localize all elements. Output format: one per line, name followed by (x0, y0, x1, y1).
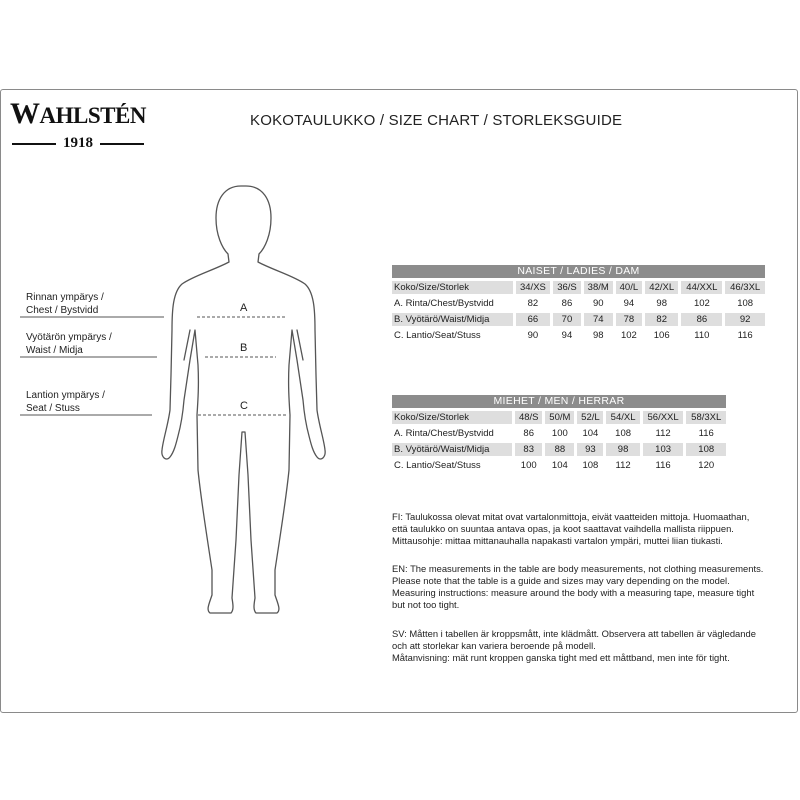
ladies-row-label: A. Rinta/Chest/Bystvidd (394, 298, 494, 309)
men-value-cell: 86 (523, 428, 534, 439)
men-row-label: B. Vyötärö/Waist/Midja (392, 443, 512, 456)
ladies-value-cell: 74 (584, 313, 613, 326)
men-size-header-cell: 48/S (515, 411, 542, 424)
men-table-row (392, 427, 726, 440)
men-value-cell: 88 (545, 443, 574, 456)
ladies-row-label: B. Vyötärö/Waist/Midja (392, 313, 513, 326)
ladies-value-cell: 102 (620, 330, 637, 341)
men-size-header-cell: 52/L (577, 411, 603, 424)
ladies-size-table (389, 262, 768, 345)
men-table-row (392, 443, 726, 456)
men-value-cell: 108 (582, 460, 599, 471)
notes-sv: SV: Måtten i tabellen är kroppsmått, inte klädmått. Observera att tabellen är vägledande och att storlekar kan variera beroende på modell. Måtanvisning: mät runt kroppen ganska tight med ett måttband, men inte för tight. (392, 628, 756, 663)
ladies-table-row (392, 313, 765, 326)
ladies-size-header-cell: 36/S (553, 281, 580, 294)
ladies-table-title-row (392, 265, 765, 278)
ladies-value-cell: 78 (616, 313, 642, 326)
ladies-table-row (392, 297, 765, 310)
men-value-cell: 108 (686, 443, 726, 456)
men-size-header-cell: 50/M (545, 411, 574, 424)
waist-label: Vyötärön ympärys / Waist / Midja (26, 332, 112, 356)
men-size-header-label: Koko/Size/Storlek (392, 411, 512, 424)
ladies-value-cell: 82 (645, 313, 678, 326)
men-table-row (392, 459, 726, 472)
logo-wordmark: WAHLSTÉN (10, 97, 146, 130)
ladies-value-cell: 90 (527, 330, 539, 341)
men-size-header-cell: 56/XXL (643, 411, 684, 424)
men-value-cell: 116 (655, 460, 671, 471)
ladies-value-cell: 94 (623, 298, 635, 309)
ladies-table-row (392, 329, 765, 342)
mark-a: A (240, 302, 248, 314)
men-size-header-cell: 58/3XL (686, 411, 726, 424)
ladies-value-cell: 110 (694, 330, 710, 341)
ladies-value-cell: 108 (737, 298, 754, 309)
men-value-cell: 83 (515, 443, 542, 456)
ladies-size-header-cell: 34/XS (516, 281, 551, 294)
men-row-label: C. Lantio/Seat/Stuss (394, 460, 481, 471)
men-size-header-row (392, 411, 726, 424)
men-row-label: A. Rinta/Chest/Bystvidd (394, 428, 494, 439)
men-value-cell: 112 (655, 428, 671, 439)
ladies-value-cell: 102 (693, 298, 710, 309)
men-size-table (389, 392, 729, 475)
men-value-cell: 112 (615, 460, 631, 471)
body-inner-arm-left (184, 330, 190, 360)
men-value-cell: 98 (606, 443, 639, 456)
men-value-cell: 108 (615, 428, 632, 439)
ladies-value-cell: 116 (737, 330, 753, 341)
men-table-title: MIEHET / MEN / HERRAR (392, 395, 726, 408)
ladies-table-title: NAISET / LADIES / DAM (392, 265, 765, 278)
ladies-size-header-row (392, 281, 765, 294)
logo-year: 1918 (63, 135, 93, 151)
notes-fi: FI: Taulukossa olevat mitat ovat vartalonmittoja, eivät vaatteiden mittoja. Huomaathan, että taulukko on suuntaa antava opas, ja koot saattavat vaihdella mallista riippuen. Mittausohje: mittaa mittanauhalla napakasti vartalon ympäri, muttei liian tiukasti. (392, 511, 750, 546)
ladies-value-cell: 86 (561, 298, 573, 309)
page-title: KOKOTAULUKKO / SIZE CHART / STORLEKSGUIDE (250, 112, 623, 129)
ladies-size-header-cell: 38/M (584, 281, 613, 294)
ladies-value-cell: 86 (681, 313, 722, 326)
ladies-size-header-cell: 42/XL (645, 281, 678, 294)
chest-label: Rinnan ympärys / Chest / Bystvidd (26, 292, 104, 316)
notes-en: EN: The measurements in the table are body measurements, not clothing measurements. Please note that the table is a guide and sizes may vary depending on the model. Measuring instructions: measure around the body with a measuring tape, measure tight but not too tight. (392, 563, 764, 610)
ladies-value-cell: 94 (561, 330, 573, 341)
mark-b: B (240, 342, 248, 354)
ladies-value-cell: 92 (725, 313, 765, 326)
men-value-cell: 116 (698, 428, 714, 439)
men-table-title-row (392, 395, 726, 408)
ladies-value-cell: 90 (592, 298, 604, 309)
ladies-size-header-label: Koko/Size/Storlek (392, 281, 513, 294)
ladies-size-header-cell: 44/XXL (681, 281, 722, 294)
ladies-row-label: C. Lantio/Seat/Stuss (394, 330, 481, 341)
ladies-value-cell: 98 (592, 330, 604, 341)
ladies-value-cell: 66 (516, 313, 551, 326)
men-value-cell: 120 (698, 460, 715, 471)
men-value-cell: 100 (520, 460, 537, 471)
ladies-value-cell: 70 (553, 313, 580, 326)
men-value-cell: 103 (643, 443, 684, 456)
men-value-cell: 93 (577, 443, 603, 456)
mark-c: C (240, 400, 248, 412)
men-value-cell: 100 (551, 428, 568, 439)
men-value-cell: 104 (551, 460, 568, 471)
ladies-value-cell: 82 (527, 298, 539, 309)
body-inner-arm-right (297, 330, 303, 360)
ladies-value-cell: 106 (653, 330, 670, 341)
ladies-size-header-cell: 46/3XL (725, 281, 765, 294)
men-size-header-cell: 54/XL (606, 411, 639, 424)
ladies-size-header-cell: 40/L (616, 281, 642, 294)
seat-label: Lantion ympärys / Seat / Stuss (26, 390, 105, 414)
ladies-value-cell: 98 (656, 298, 667, 309)
men-value-cell: 104 (582, 428, 599, 439)
